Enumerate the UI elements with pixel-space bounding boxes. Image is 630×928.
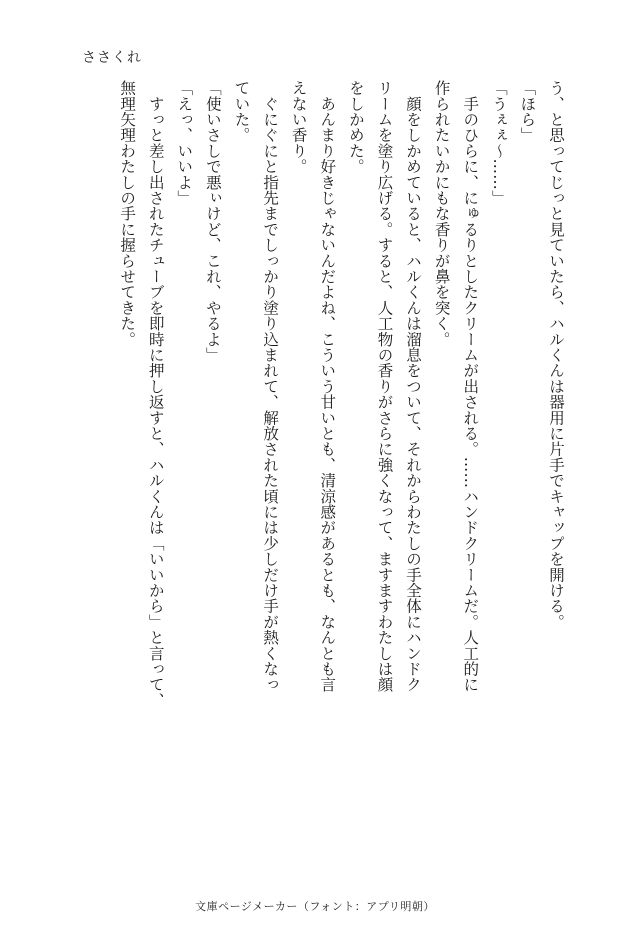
page-title: ささくれ [82, 50, 142, 66]
vertical-body-text [113, 80, 571, 880]
text-line: 「ほら」 [518, 80, 537, 143]
footer-credit: 文庫ページメーカー（フォント：アプリ明朝） [195, 900, 435, 913]
text-line: すっと差し出されたチューブを即時に押し返すと、ハルくんは「いいから」と言って、 [146, 80, 165, 708]
text-line: 顔をしかめていると、ハルくんは溜息をついて、それからわたしの手全体にハンドク [404, 80, 423, 693]
text-line: えない香り。 [289, 80, 308, 175]
text-line: 作られたいかにもな香りが鼻を突く。 [432, 80, 451, 347]
text-line: 「うぇぇ～……」 [489, 80, 508, 206]
text-line: 無理矢理わたしの手に握らせてきた。 [118, 80, 137, 347]
text-line: ぐにぐにと指先までしっかり塗り込まれて、解放された頃には少しだけ手が熱くなっ [261, 80, 280, 693]
text-line: う、と思ってじっと見ていたら、ハルくんは器用に片手でキャップを開ける。 [547, 80, 565, 630]
text-line: 手のひらに、にゅるりとしたクリームが出される。……ハンドクリームだ。人工的に [461, 80, 480, 693]
text-line: ていた。 [232, 80, 251, 143]
text-line: 「えっ、いいよ」 [175, 80, 194, 206]
text-line: をしかめた。 [346, 80, 365, 175]
text-line: あんまり好きじゃないんだよね、こういう甘いとも、清涼感があるとも、なんとも言 [318, 80, 337, 693]
text-line: リームを塗り広げる。すると、人工物の香りがさらに強くなって、ますますわたしは顔 [375, 80, 394, 693]
text-line: 「使いさしで悪ぃけど、これ、やるよ」 [203, 80, 222, 363]
